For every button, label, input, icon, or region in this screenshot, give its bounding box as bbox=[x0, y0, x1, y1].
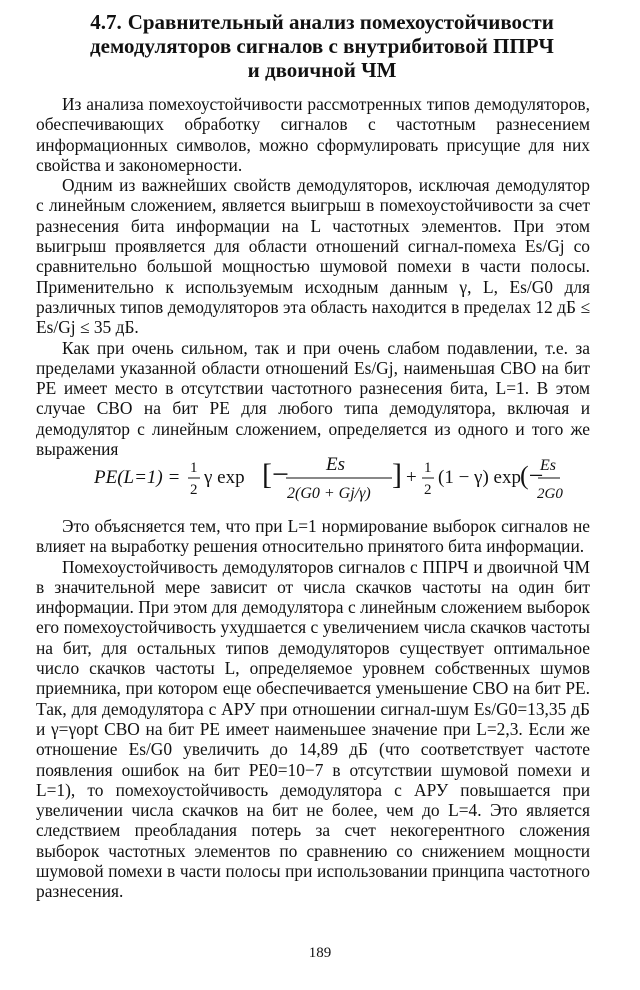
body-text-bottom bbox=[36, 516, 590, 902]
formula-paren-open: (− bbox=[520, 461, 544, 490]
formula-half-den: 2 bbox=[190, 482, 198, 498]
formula-one-minus-gamma: (1 − γ) exp bbox=[438, 467, 521, 488]
formula-num-2: Es bbox=[540, 457, 556, 474]
paragraph: Из анализа помехоустойчивости рассмотренных типов демодуляторов, обеспечивающих обработку сигналов с частотным разнесением информационных символов, можно сформулировать присущие для них свойства и закономерности. bbox=[36, 94, 590, 175]
body-text-top bbox=[36, 94, 590, 459]
heading-line-1: Сравнительный анализ помехоустойчивости bbox=[127, 10, 554, 34]
formula-bracket-open: [− bbox=[262, 458, 289, 491]
section-heading bbox=[30, 10, 614, 82]
formula-half-num: 1 bbox=[190, 460, 198, 476]
formula-num-1: Es bbox=[326, 454, 345, 475]
paragraph: Это объясняется тем, что при L=1 нормирование выборок сигналов не влияет на выработку решения относительно принятого бита информации. bbox=[36, 516, 590, 557]
paragraph: Помехоустойчивость демодуляторов сигналов с ППРЧ и двоичной ЧМ в значительной мере зависит от числа скачков частоты на один бит информации. При этом для демодулятора с линейным сложением выборок его помехоустойчивость ухудшается с увеличением числа скачков частоты на бит, для остальных типов демодуляторов существует оптимальное число скачков частоты L, определяемое уровнем собственных шумов приемника, при котором еще обеспечивается уменьшение СВО на бит PE. Так, для демодулятора с АРУ при отношении сигнал-шум Es/G0=13,35 дБ и γ=γopt СВО на бит PE имеет наименьшее значение при L=2,3. Если же отношение Es/G0 увеличить до 14,89 дБ (что соответствует частоте появления ошибок на бит PE0=10−7 в отсутствии шумовой помехи и L=1), то помехоустойчивость демодулятора с АРУ повышается при увеличении числа скачков на бит не более, чем до L=4. Это является следствием преобладания потерь за счет некогерентного сложения выборок частотных элементов по сравнению со снижением мощности шумовой помехи в части полосы при использовании принципа частотного разнесения. bbox=[36, 556, 590, 902]
heading-line-3: и двоичной ЧМ bbox=[247, 58, 397, 82]
page-number: 189 bbox=[308, 945, 332, 961]
formula-plus: + bbox=[406, 467, 417, 488]
formula-gamma-exp: γ exp bbox=[204, 467, 245, 488]
section-number: 4.7. bbox=[90, 10, 122, 34]
paragraph: Одним из важнейших свойств демодуляторов, исключая демодулятор с линейным сложением, является выигрыш в помехоустойчивости за счет разнесения бита информации на L частотных элементов. При этом выигрыш проявляется для области отношений сигнал-помеха Es/Gj со сравнительно большой мощностью шумовой помехи в части полосы. Применительно к используемым исходным данным γ, L, Es/G0 для различных типов демодуляторов эта область находится в пределах 12 дБ ≤ Es/Gj ≤ 35 дБ. bbox=[36, 175, 590, 338]
formula-den-1: 2(G0 + Gj/γ) bbox=[287, 485, 371, 502]
formula-lhs: PE(L=1) = bbox=[94, 467, 181, 488]
formula-half-den-2: 2 bbox=[424, 482, 432, 498]
formula-den-2: 2G0 bbox=[537, 486, 563, 502]
heading-line-2: демодуляторов сигналов с внутрибитовой ППРЧ bbox=[90, 34, 554, 58]
formula-bracket-close: ] bbox=[392, 458, 402, 491]
pe-formula bbox=[94, 448, 564, 508]
paragraph: Как при очень сильном, так и при очень слабом подавлении, т.е. за пределами указанной области отношений Es/Gj, наименьшая СВО на бит PE имеет место в отсутствии частотного разнесения бита, L=1. В этом случае СВО на бит PE для любого типа демодулятора, включая и демодулятор с линейным сложением, определяется из одного и того же выражения bbox=[36, 337, 590, 460]
formula-half-num-2: 1 bbox=[424, 460, 432, 476]
